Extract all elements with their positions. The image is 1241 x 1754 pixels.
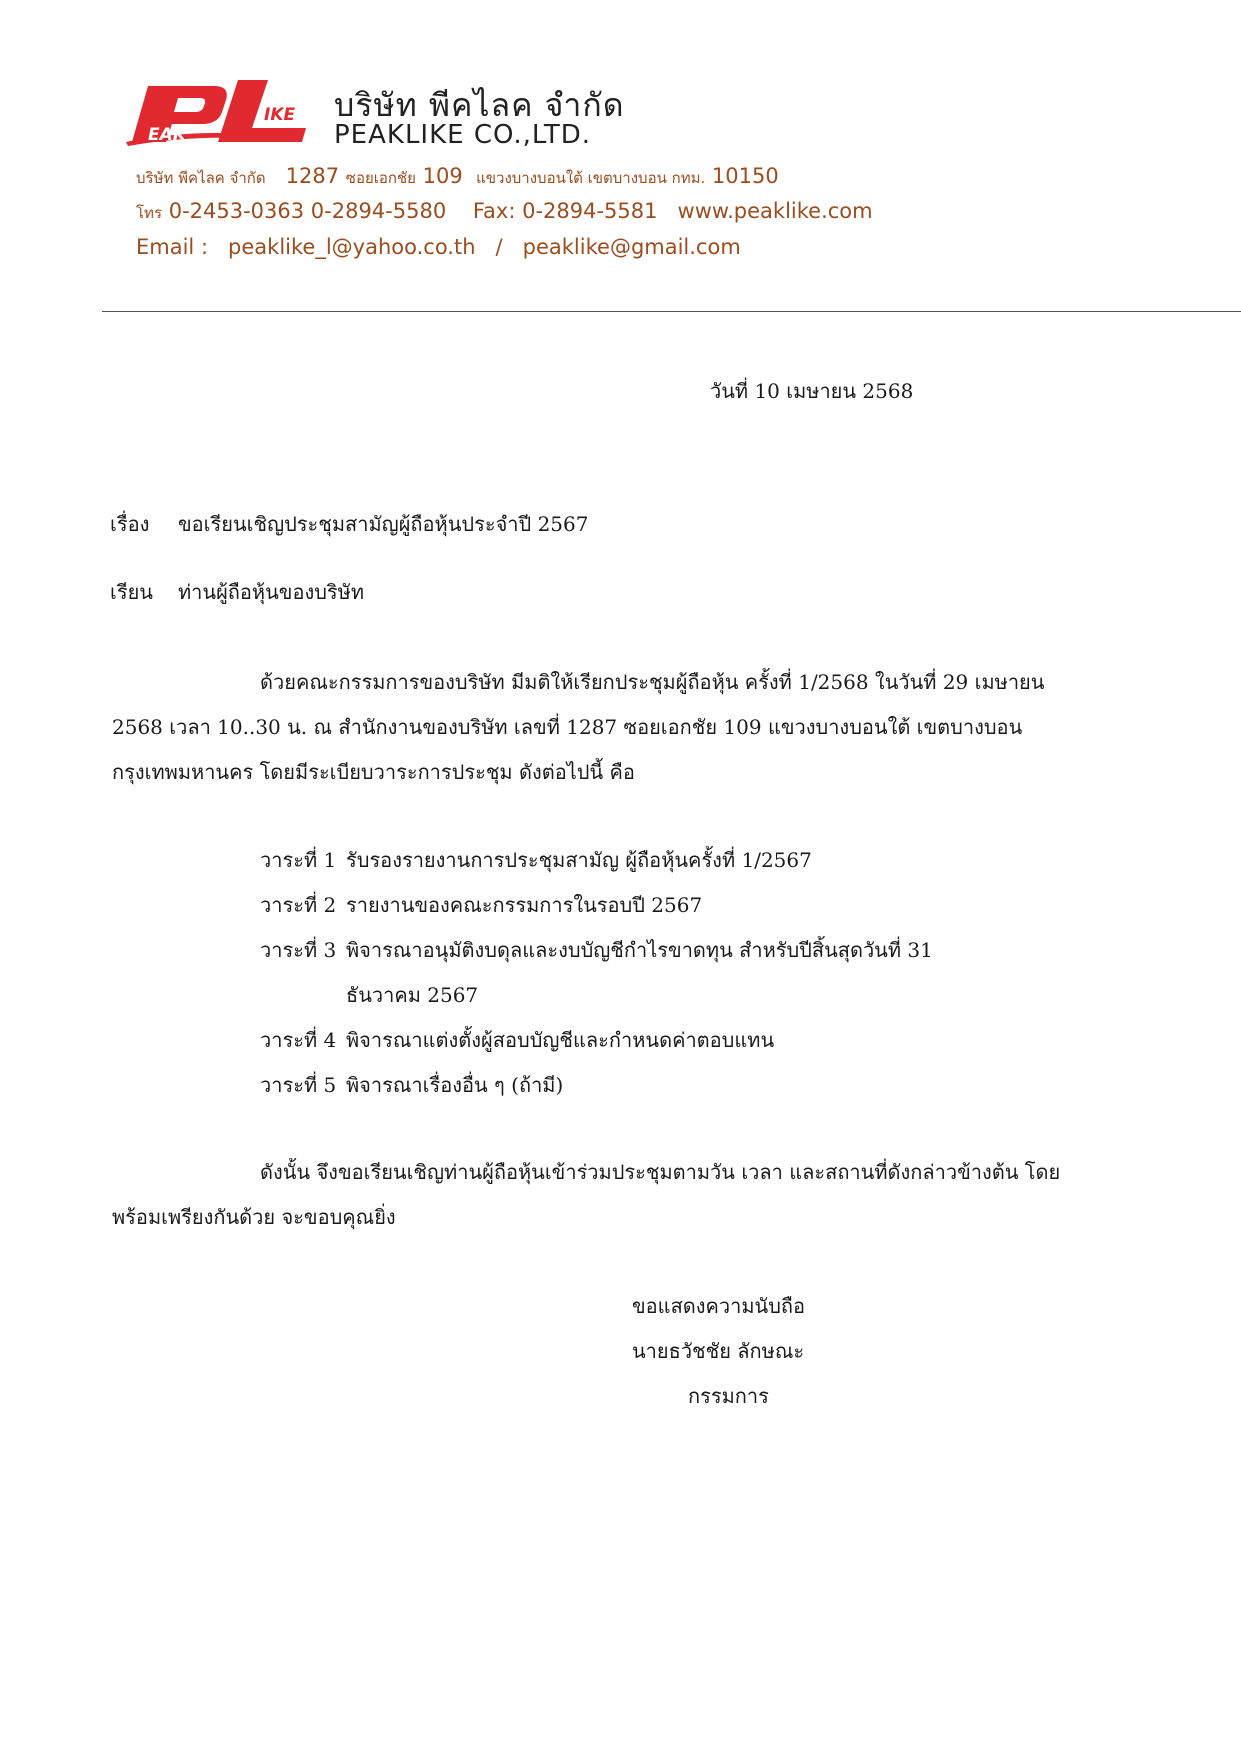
company-name-th: บริษัท พีคไลค จำกัด — [334, 86, 625, 124]
recipient-label: เรียน — [110, 580, 153, 604]
signer-name: นายธวัชชัย ลักษณะ — [632, 1339, 805, 1363]
paragraph1-line2: 2568 เวลา 10..30 น. ณ สำนักงานของบริษัท เลขที่ 1287 ซอยเอกชัย 109 แขวงบางบอนใต้ เขตบางบอน — [112, 715, 1023, 739]
address-number-2: 109 — [422, 164, 463, 188]
closing-text: ขอแสดงความนับถือ — [632, 1294, 806, 1318]
email-link-1[interactable]: peaklike_l@yahoo.co.th — [228, 235, 476, 259]
agenda-label-2: วาระที่ 2 — [260, 893, 337, 917]
fax-number: Fax: 0-2894-5581 — [472, 199, 658, 223]
phone-numbers: 0-2453-0363 0-2894-5580 — [168, 199, 447, 223]
letter-date: วันที่ 10 เมษายน 2568 — [710, 379, 914, 403]
email-line — [136, 235, 741, 259]
address-text-1: บริษัท พีคไลค จำกัด — [136, 169, 266, 187]
company-name-en: PEAKLIKE CO.,LTD. — [334, 120, 592, 150]
address-text-2: ซอยเอกชัย — [345, 169, 416, 187]
agenda-text-2: รายงานของคณะกรรมการในรอบปี 2567 — [346, 893, 703, 917]
agenda-text-1: รับรองรายงานการประชุมสามัญ ผู้ถือหุ้นครั้งที่ 1/2567 — [346, 848, 812, 872]
paragraph2-line1: ดังนั้น จึงขอเรียนเชิญท่านผู้ถือหุ้นเข้าร่วมประชุมตามวัน เวลา และสถานที่ดังกล่าวข้างต้น โดย — [260, 1160, 1061, 1184]
signer-position: กรรมการ — [688, 1384, 769, 1408]
svg-text:IKE: IKE — [264, 105, 296, 125]
address-postcode: 10150 — [711, 164, 779, 188]
paragraph1-line3: กรุงเทพมหานคร โดยมีระเบียบวาระการประชุม ดังต่อไปนี้ คือ — [112, 760, 635, 784]
peaklike-logo — [126, 78, 316, 148]
agenda-text-3: พิจารณาอนุมัติงบดุลและงบบัญชีกำไรขาดทุน สำหรับปีสิ้นสุดวันที่ 31 — [346, 938, 933, 962]
agenda-text-3-cont: ธันวาคม 2567 — [346, 983, 479, 1007]
website-link[interactable]: www.peaklike.com — [677, 199, 873, 223]
agenda-text-4: พิจารณาแต่งตั้งผู้สอบบัญชีและกำหนดค่าตอบแทน — [346, 1028, 775, 1052]
email-separator: / — [495, 235, 503, 259]
paragraph1-line1: ด้วยคณะกรรมการของบริษัท มีมติให้เรียกประชุมผู้ถือหุ้น ครั้งที่ 1/2568 ในวันที่ 29 เมษายน — [260, 670, 1045, 694]
paragraph2-line2: พร้อมเพรียงกันด้วย จะขอบคุณยิ่ง — [112, 1205, 396, 1229]
subject-label: เรื่อง — [110, 512, 150, 536]
email-link-2[interactable]: peaklike@gmail.com — [522, 235, 741, 259]
recipient-text: ท่านผู้ถือหุ้นของบริษัท — [178, 580, 365, 604]
phone-label: โทร — [136, 204, 163, 222]
agenda-label-4: วาระที่ 4 — [260, 1028, 337, 1052]
agenda-label-5: วาระที่ 5 — [260, 1073, 337, 1097]
address-line — [136, 164, 779, 190]
subject-text: ขอเรียนเชิญประชุมสามัญผู้ถือหุ้นประจำปี 2567 — [178, 512, 589, 536]
phone-line — [136, 199, 873, 225]
agenda-text-5: พิจารณาเรื่องอื่น ๆ (ถ้ามี) — [346, 1073, 564, 1097]
address-text-3: แขวงบางบอนใต้ เขตบางบอน กทม. — [476, 169, 706, 187]
address-number-1: 1287 — [285, 164, 340, 188]
logo-lettering: EAK — [148, 125, 186, 145]
email-label: Email : — [136, 235, 209, 259]
header-divider — [102, 311, 1241, 312]
agenda-label-1: วาระที่ 1 — [260, 848, 337, 872]
agenda-label-3: วาระที่ 3 — [260, 938, 337, 962]
